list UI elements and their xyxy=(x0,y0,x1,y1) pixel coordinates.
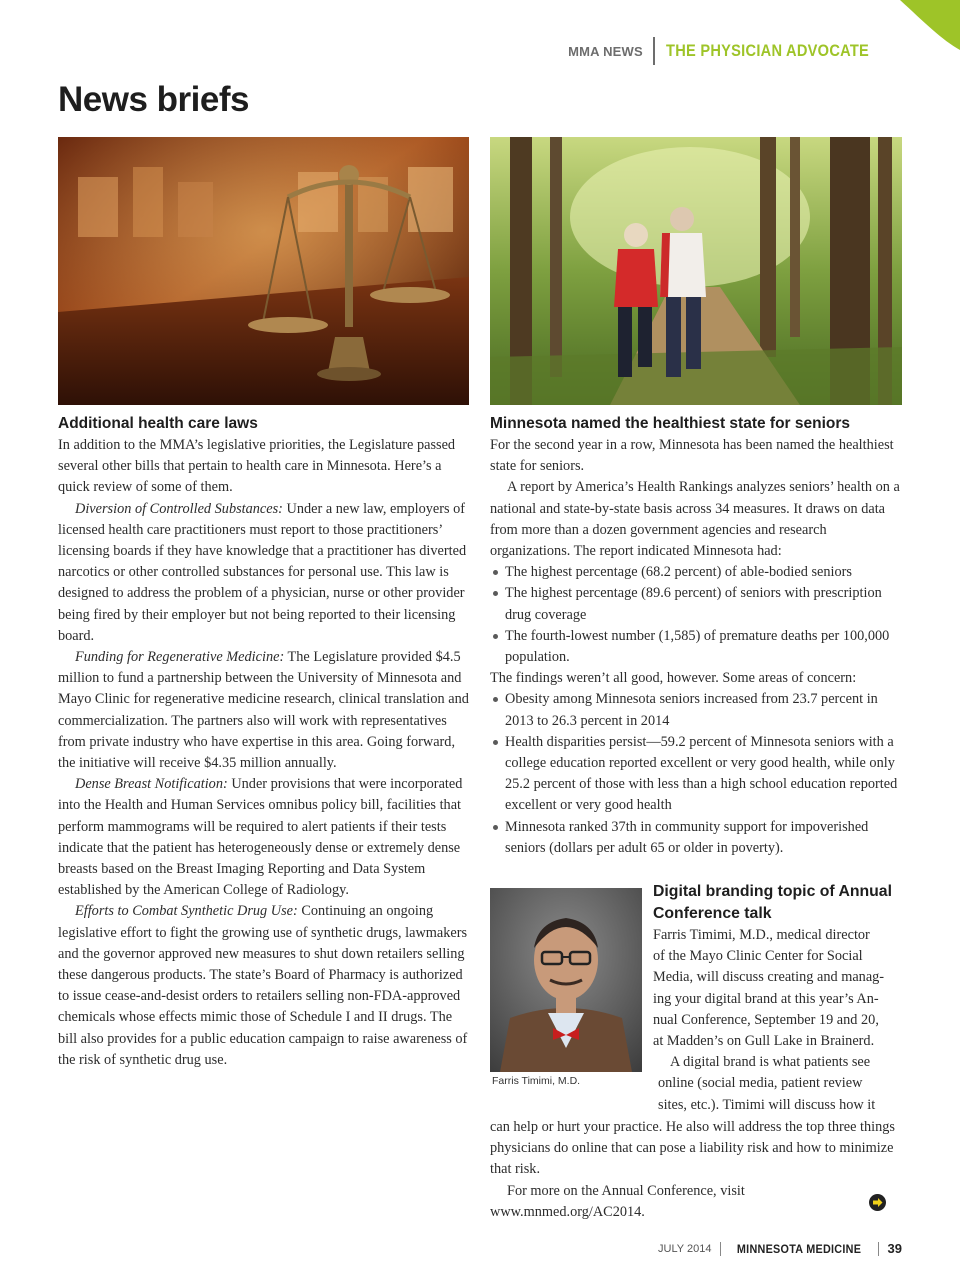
article-intro: In addition to the MMA’s legislative priorities, the Legislature passed several other bills that pertain to health care in Minnesota. Here’s a quick review of some of them. xyxy=(58,437,456,496)
article-heading: Minnesota named the healthiest state for seniors xyxy=(490,415,851,432)
law-item-title: Dense Breast Notification: xyxy=(75,776,228,793)
corner-accent xyxy=(900,0,960,50)
bullet-list-good xyxy=(490,562,904,668)
article-line: online (social media, patient review xyxy=(658,1075,863,1092)
list-item: Minnesota ranked 37th in community support for impoverished seniors (dollars per adult 65 or older in poverty). xyxy=(490,817,904,859)
footer-divider xyxy=(720,1242,721,1256)
page-header xyxy=(568,36,902,66)
conference-link-paragraph[interactable]: For more on the Annual Conference, visit www.mnmed.org/AC2014. xyxy=(490,1182,745,1220)
arrow-right-icon xyxy=(869,1194,886,1211)
article-heading: Digital branding topic of Annual Conference talk xyxy=(653,883,892,922)
list-item: The highest percentage (68.2 percent) of able-bodied seniors xyxy=(490,562,904,583)
column-label: THE PHYSICIAN ADVOCATE xyxy=(665,41,869,60)
law-item-text: Under a new law, employers of licensed health care practitioners must report to those practitioners’ licensing boards if they have knowledge that a practitioner has diverted narcotics or other controlled substances for personal use. This law is designed to address the problem of a physician, nurse or other provider being fired by their employer but not being reported to their licensing board. xyxy=(58,500,467,644)
issue-date: JULY 2014 xyxy=(658,1242,712,1255)
article-line: Media, will discuss creating and manag- xyxy=(653,969,885,986)
page-number: 39 xyxy=(887,1241,902,1256)
article-paragraph: A report by America’s Health Rankings analyzes seniors’ health on a national and state-by-state basis across 34 measures. It draws on data from more than a dozen government agencies and research organizations. The report indicated Minnesota had: xyxy=(490,479,900,560)
article-paragraph: The findings weren’t all good, however. Some areas of concern: xyxy=(490,670,857,687)
law-item-text: Under provisions that were incorporated into the Health and Human Services omnibus policy bill, facilities that perform mammograms will be required to alert patients if their tests indicate that the patient has heterogeneously dense or extremely dense breasts based on the Breast Imaging Reporting and Data System established by the American College of Radiology. xyxy=(58,776,463,899)
law-item-title: Diversion of Controlled Substances: xyxy=(75,500,283,517)
law-item-title: Efforts to Combat Synthetic Drug Use: xyxy=(75,903,298,920)
article-line: nual Conference, September 19 and 20, xyxy=(653,1011,879,1028)
list-item: The fourth-lowest number (1,585) of premature deaths per 100,000 population. xyxy=(490,626,904,668)
page-footer xyxy=(658,1241,902,1256)
article-paragraph: can help or hurt your practice. He also will address the top three things physicians do online that can pose a liability risk and how to minimize that risk. xyxy=(490,1119,895,1178)
footer-divider xyxy=(878,1242,879,1256)
article-heading: Additional health care laws xyxy=(58,415,258,432)
list-item: Obesity among Minnesota seniors increased from 23.7 percent in 2013 to 26.3 percent in 2014 xyxy=(490,689,904,731)
scales-of-justice-photo xyxy=(58,137,469,405)
article-line: of the Mayo Clinic Center for Social xyxy=(653,948,863,965)
photo-caption: Farris Timimi, M.D. xyxy=(492,1075,581,1087)
article-line: A digital brand is what patients see xyxy=(670,1054,871,1071)
farris-timimi-portrait xyxy=(490,888,642,1072)
law-item-text: The Legislature provided $4.5 million to fund a partnership between the University of Minnesota and Mayo Clinic for regenerative medicine research, clinical translation and commercialization. The partners also will work with representatives from private industry who have expertise in this area. Going forward, the initiative will receive $4.35 million annually. xyxy=(58,649,469,772)
page-title: News briefs xyxy=(58,80,249,119)
list-item: Health disparities persist—59.2 percent of Minnesota seniors with a college education reported excellent or very good health, while only 25.2 percent of those with less than a high school education reported excellent or very good health xyxy=(490,732,904,817)
law-item-text: Continuing an ongoing legislative effort to fight the growing use of synthetic drugs, lawmakers and the governor approved new measures to shut down retailers selling these dangerous products. The state’s Board of Pharmacy is authorized to issue cease-and-desist orders to retailers selling non-FDA-approved chemicals whose effects mimic those of Schedule I and II drugs. The bill also provides for a public education campaign to raise awareness of the risk of synthetic drug use. xyxy=(58,903,468,1068)
branding-article-bottom xyxy=(490,1117,904,1223)
article-line: sites, etc.). Timimi will discuss how it xyxy=(658,1096,876,1113)
seniors-jogging-photo xyxy=(490,137,902,405)
law-item-title: Funding for Regenerative Medicine: xyxy=(75,649,285,666)
branding-article-top xyxy=(653,881,905,1116)
list-item: The highest percentage (89.6 percent) of seniors with prescription drug coverage xyxy=(490,583,904,625)
article-line: ing your digital brand at this year’s An- xyxy=(653,990,879,1007)
bullet-list-concern xyxy=(490,689,904,859)
left-article xyxy=(58,413,472,1071)
law-item xyxy=(58,647,472,774)
header-divider xyxy=(653,37,655,65)
section-label: MMA NEWS xyxy=(568,43,643,59)
article-paragraph: For the second year in a row, Minnesota has been named the healthiest state for seniors. xyxy=(490,437,894,475)
magazine-name: MINNESOTA MEDICINE xyxy=(737,1241,862,1256)
law-item xyxy=(58,499,472,647)
article-line: at Madden’s on Gull Lake in Brainerd. xyxy=(653,1033,875,1050)
article-line: Farris Timimi, M.D., medical director xyxy=(653,927,870,943)
law-item xyxy=(58,774,472,901)
law-item xyxy=(58,901,472,1071)
right-article xyxy=(490,413,904,859)
